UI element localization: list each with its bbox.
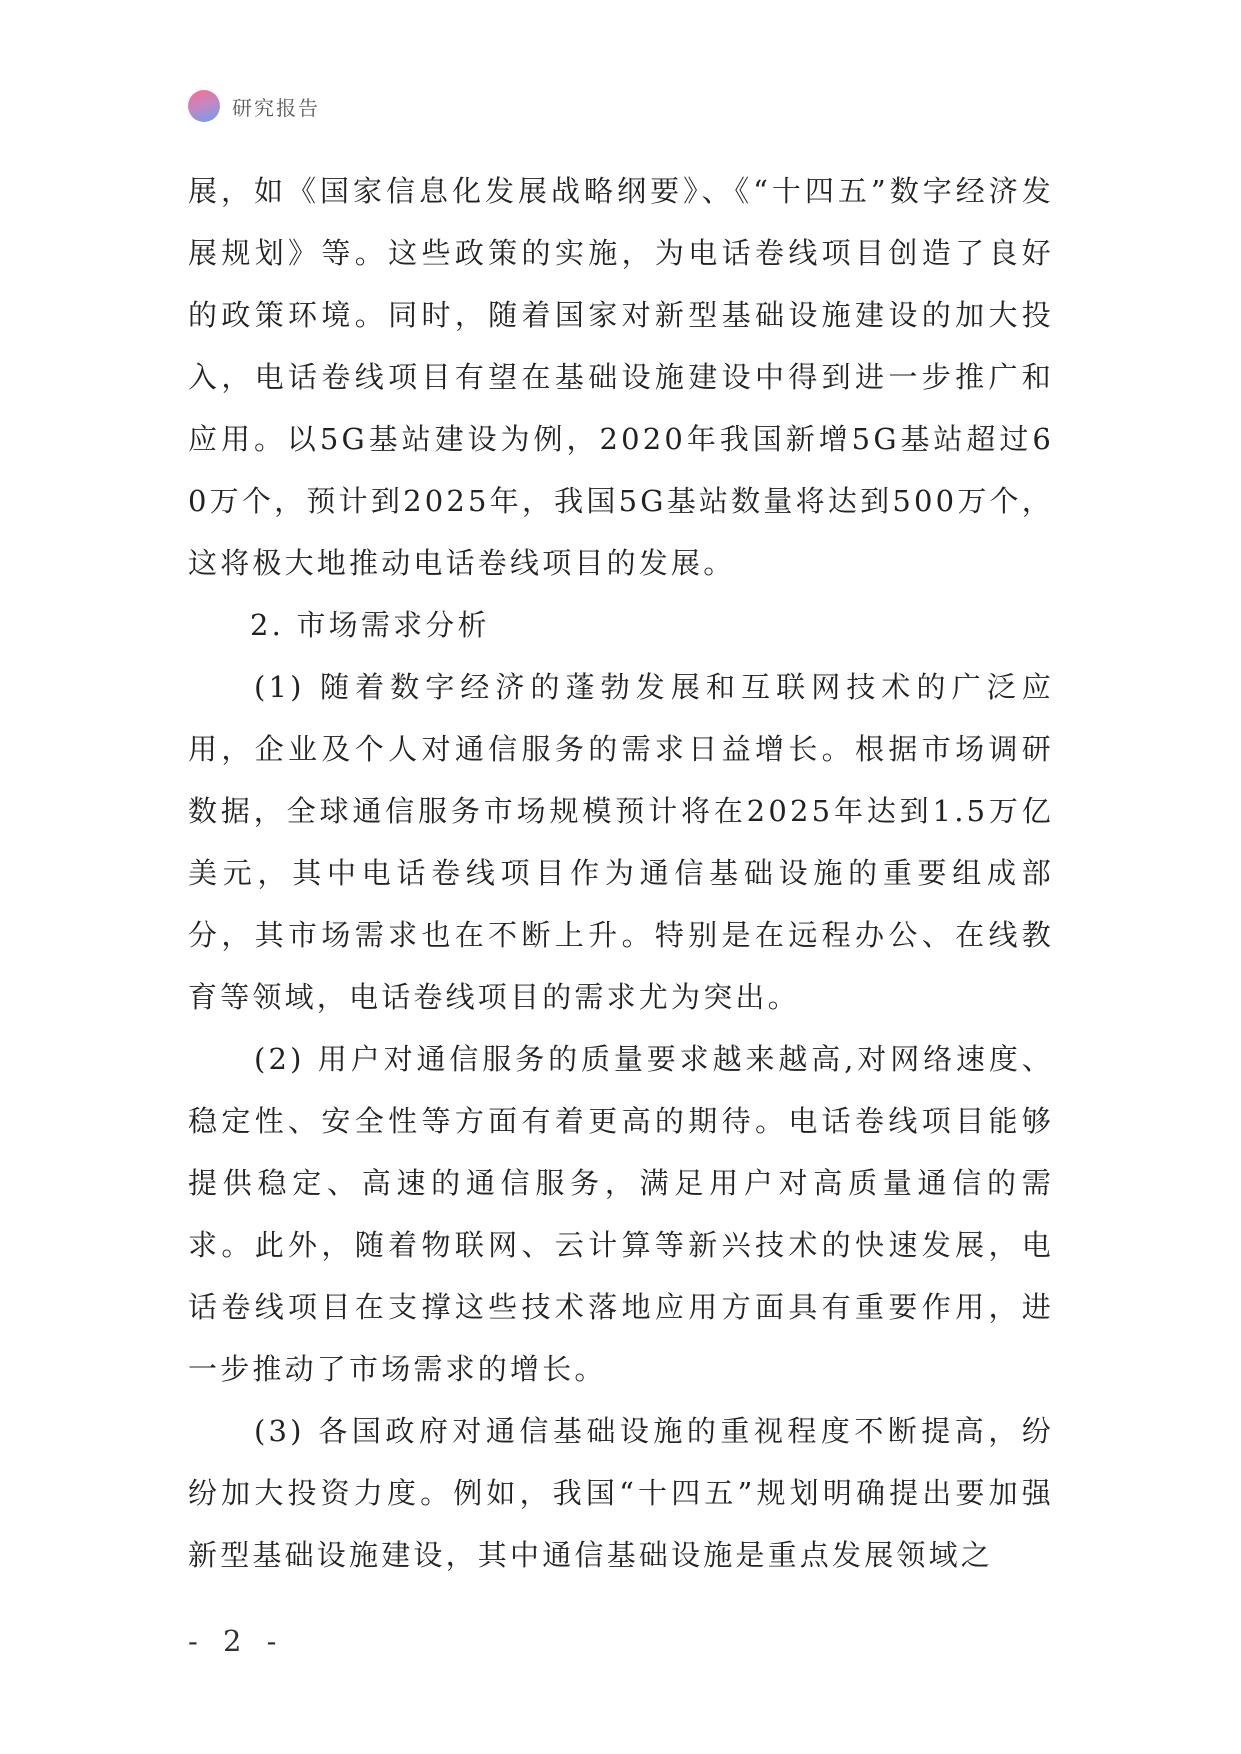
paragraph-1: 展，如《国家信息化发展战略纲要》、《“十四五”数字经济发展规划》等。这些政策的实施，为电话卷线项目创造了良好的政策环境。同时，随着国家对新型基础设施建设的加大投入，电话卷线项目有望在基础设施建设中得到进一步推广和应用。以5G基站建设为例，2020年我国新增5G基站超过60万个，预计到2025年，我国5G基站数量将达到500万个，这将极大地推动电话卷线项目的发展。: [188, 174, 1054, 580]
logo-icon: [188, 90, 220, 122]
paragraph-4: (3) 各国政府对通信基础设施的重视程度不断提高，纷纷加大投资力度。例如，我国“十四五”规划明确提出要加强新型基础设施建设，其中通信基础设施是重点发展领域之: [188, 1414, 1054, 1572]
paragraph-3: (2) 用户对通信服务的质量要求越来越高,对网络速度、稳定性、安全性等方面有着更高的期待。电话卷线项目能够提供稳定、高速的通信服务，满足用户对高质量通信的需求。此外，随着物联网、云计算等新兴技术的快速发展，电话卷线项目在支撑这些技术落地应用方面具有重要作用，进一步推动了市场需求的增长。: [188, 1042, 1054, 1386]
header-title: 研究报告: [232, 95, 320, 120]
page-header: [188, 88, 320, 124]
paragraph-2: (1) 随着数字经济的蓬勃发展和互联网技术的广泛应用，企业及个人对通信服务的需求日益增长。根据市场调研数据，全球通信服务市场规模预计将在2025年达到1.5万亿美元，其中电话卷线项目作为通信基础设施的重要组成部分，其市场需求也在不断上升。特别是在远程办公、在线教育等领域，电话卷线项目的需求尤为突出。: [188, 670, 1054, 1014]
page-number: - 2 -: [188, 1624, 285, 1658]
section-heading: 2. 市场需求分析: [250, 608, 490, 642]
document-body: [188, 160, 1054, 1586]
